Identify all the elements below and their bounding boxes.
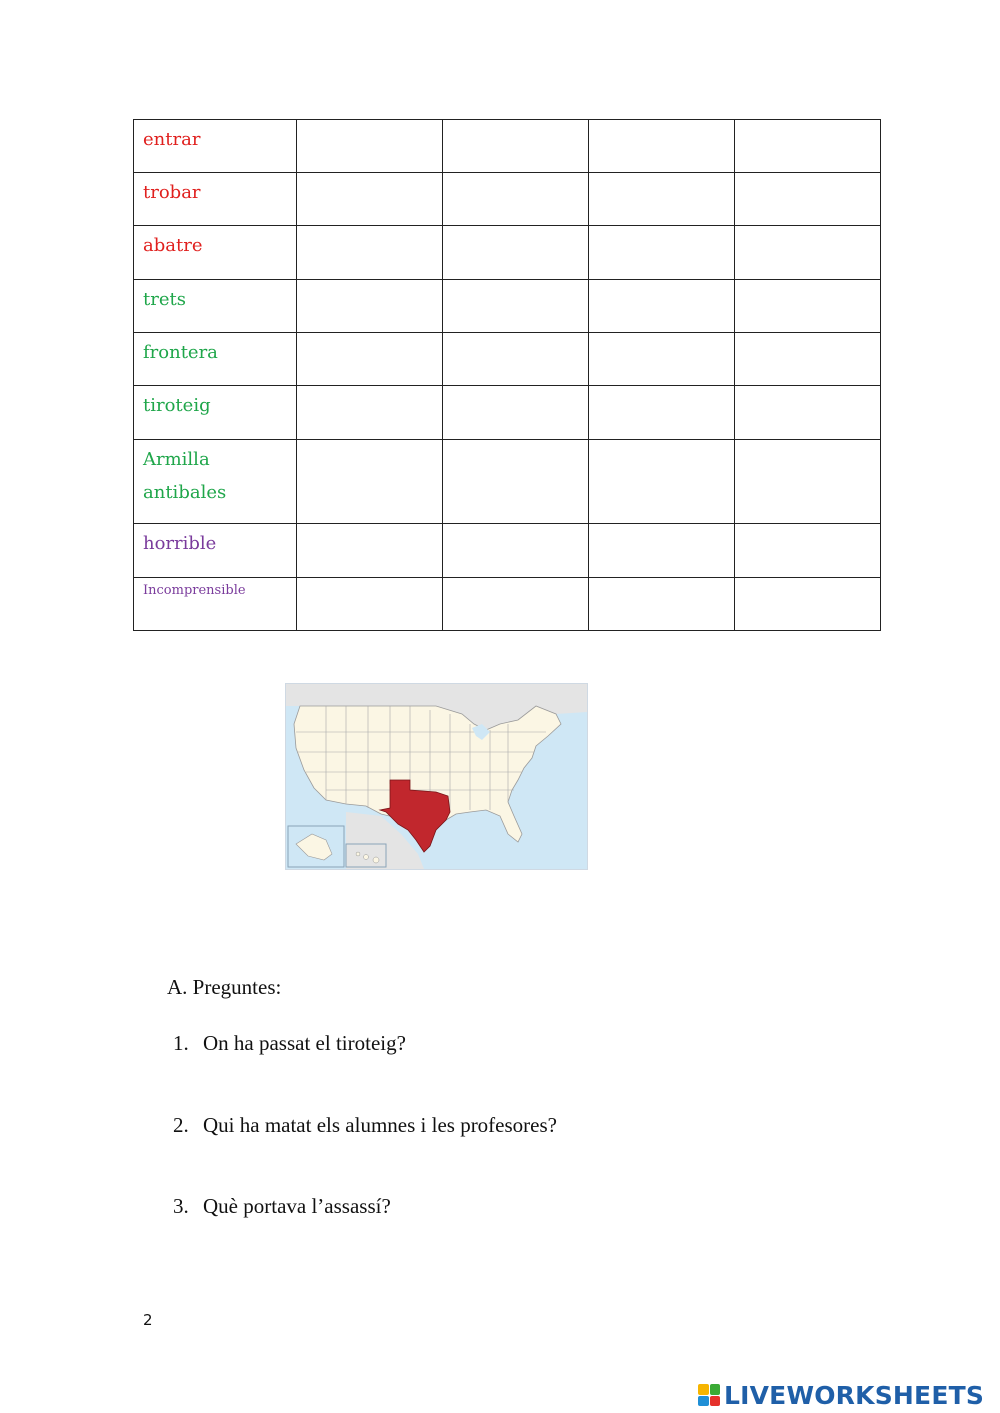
answer-cell[interactable] — [443, 120, 589, 173]
answer-cell[interactable] — [589, 120, 735, 173]
vocab-word: tiroteig — [134, 386, 297, 440]
answer-cell[interactable] — [443, 333, 589, 386]
liveworksheets-logo-icon — [698, 1384, 720, 1406]
question-item — [173, 1113, 557, 1138]
question-number: 3. — [173, 1194, 189, 1218]
vocab-word: trets — [134, 280, 297, 333]
question-text: Qui ha matat els alumnes i les profesores? — [203, 1113, 557, 1137]
table-row — [134, 440, 881, 524]
answer-cell[interactable] — [443, 280, 589, 333]
question-text: Què portava l’assassí? — [203, 1194, 391, 1218]
answer-cell[interactable] — [735, 280, 881, 333]
question-item — [173, 1031, 406, 1056]
answer-cell[interactable] — [589, 226, 735, 280]
question-number: 2. — [173, 1113, 189, 1137]
answer-cell[interactable] — [589, 524, 735, 578]
answer-cell[interactable] — [589, 578, 735, 631]
answer-cell[interactable] — [297, 226, 443, 280]
answer-cell[interactable] — [589, 440, 735, 524]
answer-cell[interactable] — [443, 578, 589, 631]
us-map-texas-image — [285, 683, 588, 870]
answer-cell[interactable] — [589, 280, 735, 333]
page-number: 2 — [143, 1311, 153, 1329]
answer-cell[interactable] — [443, 524, 589, 578]
table-row — [134, 280, 881, 333]
logo-text: LIVEWORKSHEETS — [724, 1380, 985, 1410]
answer-cell[interactable] — [735, 173, 881, 226]
vocab-word: abatre — [134, 226, 297, 280]
answer-cell[interactable] — [589, 173, 735, 226]
answer-cell[interactable] — [297, 333, 443, 386]
answer-cell[interactable] — [443, 440, 589, 524]
answer-cell[interactable] — [735, 386, 881, 440]
vocab-word: entrar — [134, 120, 297, 173]
question-item — [173, 1194, 391, 1219]
vocabulary-table — [133, 119, 881, 631]
answer-cell[interactable] — [297, 524, 443, 578]
table-row — [134, 226, 881, 280]
vocab-word: frontera — [134, 333, 297, 386]
question-number: 1. — [173, 1031, 189, 1055]
answer-cell[interactable] — [735, 120, 881, 173]
vocab-word: Armilla antibales — [134, 440, 297, 524]
vocab-word: horrible — [134, 524, 297, 578]
answer-cell[interactable] — [297, 173, 443, 226]
questions-heading: A. Preguntes: — [167, 975, 282, 999]
answer-cell[interactable] — [297, 578, 443, 631]
answer-cell[interactable] — [297, 120, 443, 173]
answer-cell[interactable] — [735, 524, 881, 578]
table-row — [134, 524, 881, 578]
question-text: On ha passat el tiroteig? — [203, 1031, 406, 1055]
table-row — [134, 333, 881, 386]
answer-cell[interactable] — [735, 440, 881, 524]
answer-cell[interactable] — [589, 333, 735, 386]
answer-cell[interactable] — [443, 386, 589, 440]
answer-cell[interactable] — [589, 386, 735, 440]
vocab-word: trobar — [134, 173, 297, 226]
liveworksheets-logo[interactable] — [698, 1378, 984, 1412]
vocab-word: Incomprensible — [134, 578, 297, 631]
answer-cell[interactable] — [297, 280, 443, 333]
table-row — [134, 120, 881, 173]
table-row — [134, 578, 881, 631]
answer-cell[interactable] — [443, 226, 589, 280]
table-row — [134, 173, 881, 226]
us-map-icon — [286, 684, 587, 869]
answer-cell[interactable] — [297, 440, 443, 524]
answer-cell[interactable] — [443, 173, 589, 226]
answer-cell[interactable] — [735, 226, 881, 280]
answer-cell[interactable] — [735, 333, 881, 386]
answer-cell[interactable] — [297, 386, 443, 440]
answer-cell[interactable] — [735, 578, 881, 631]
table-row — [134, 386, 881, 440]
